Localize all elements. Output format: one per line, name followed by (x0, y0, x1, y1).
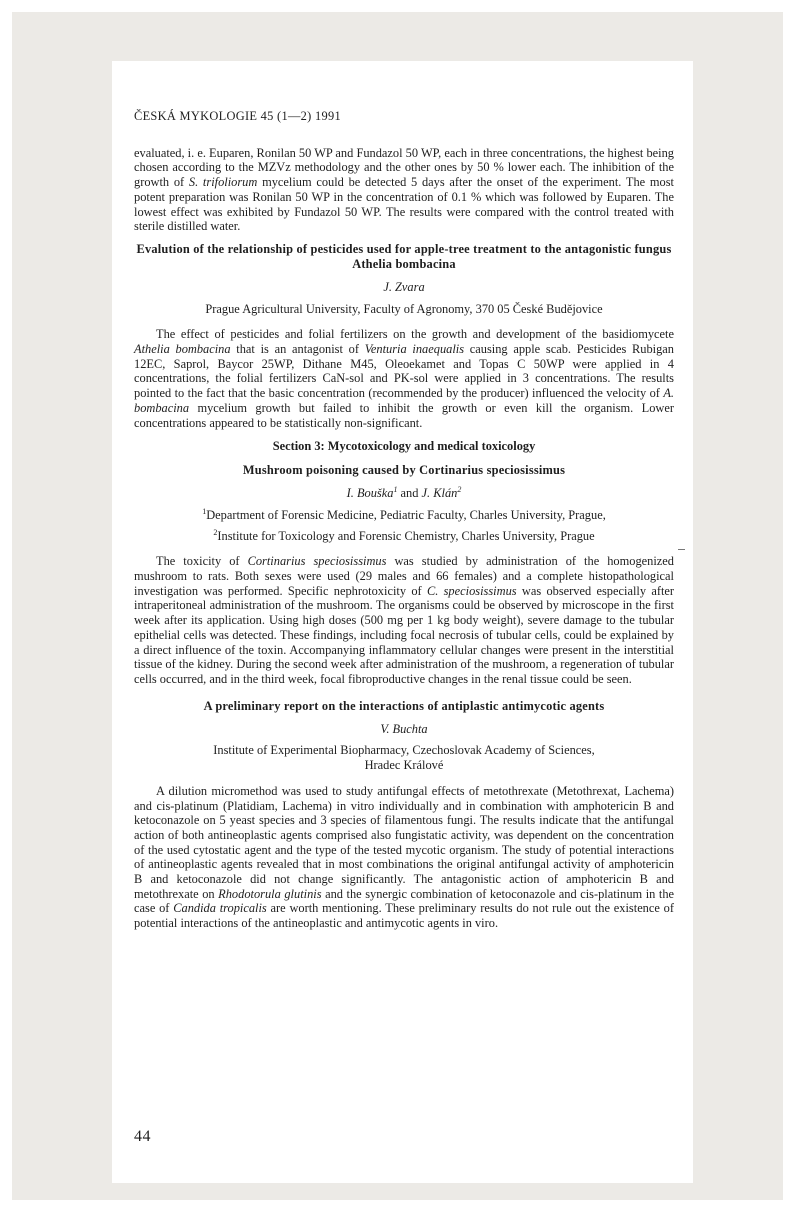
species-name: Candida tropicalis (173, 901, 267, 916)
journal-page (112, 61, 693, 1183)
article-authors-bouska-klan: I. Bouška$^1$ and J. Klán$^2$ (346, 485, 462, 501)
article-author-zvara: J. Zvara (383, 279, 425, 294)
article-affiliation-buchta: Institute of Experimental Biopharmacy, Czechoslovak Academy of Sciences, Hradec Králové (213, 743, 595, 773)
scan-background (12, 12, 783, 1200)
article-abstract-athelia: The effect of pesticides and folial fertilizers on the growth and development of the basidiomycete Athelia bombacina that is an antagonist of Venturia inaequalis causing apple scab. Pesticides Rubigan 12EC, Saprol, Baycor 25WP, Dithane M45, Oleoekamet and Topas C 50WP were applied in 4 concentrations, the folial fertilizers CaN-sol and PK-sol were applied in 3 concentrations. The results pointed to the fact that the basic concentration (recommended by the producer) influenced the velocity of A. bombacina mycelium growth but failed to inhibit the growth or even kill the organism. Lower concentrations appeared to be statistically non-significant. (134, 327, 674, 430)
species-name: Cortinarius speciosissimus (247, 554, 387, 569)
species-name: Rhodotorula glutinis (218, 886, 322, 901)
running-head: ČESKÁ MYKOLOGIE 45 (1—2) 1991 (134, 109, 341, 123)
species-name: S. trifoliorum (188, 175, 258, 190)
article-author-buchta: V. Buchta (380, 721, 428, 736)
article-title-athelia: Evalution of the relationship of pesticides used for apple-tree treatment to the antagonistic fungus Athelia bombacina (136, 241, 672, 271)
article-title-cortinarius: Mushroom poisoning caused by Cortinarius speciosissimus (242, 463, 566, 478)
article-affiliation-1: $^1$Department of Forensic Medicine, Pediatric Faculty, Charles University, Prague, (202, 506, 606, 522)
species-name: C. speciosissimus (426, 583, 517, 598)
intro-paragraph: evaluated, i. e. Euparen, Ronilan 50 WP and Fundazol 50 WP, each in three concentrations, the highest being chosen according to the MZVz methodology and the other ones by 50 % lower each. The inhibition of the growth of S. trifoliorum mycelium could be detected 5 days after the onset of the experiment. The most potent preparation was Ronilan 50 WP in the concentration of 0.1 % which was followed by Euparen. The lowest effect was exhibited by Fundazol 50 WP. The results were compared with the control treated with sterile distilled water. (134, 145, 674, 234)
article-title-antimycotic: A preliminary report on the interactions of antiplastic antimycotic agents (203, 698, 605, 713)
article-affiliation-zvara: Prague Agricultural University, Faculty of Agronomy, 370 05 České Budějovice (205, 301, 603, 316)
species-name: Athelia bombacina (134, 342, 231, 357)
section-heading: Section 3: Mycotoxicology and medical toxicology (272, 439, 536, 454)
article-abstract-antimycotic: A dilution micromethod was used to study antifungal effects of metothrexate (Metothrexat, Lachema) and cis-platinum (Platidiam, Lachema) in vitro individually and in combination with amphotericin B and ketoconazole on 5 yeast species and 3 species of filamentous fungi. The results indicate that the antifungal action of both antineoplastic agents comprised also fungistatic activity, was dependent on the concentration of the used cytostatic agent and the type of the tested mycotic organism. The study of potential interactions of antineoplastic agents revealed that in most combinations the original antifungal activity of amphotericin B and ketoconazole did not change significantly. The antagonistic action of amphotericin B and metothrexate on Rhodotorula glutinis and the synergic combination of ketoconazole and cis-platinum in the case of Candida tropicalis are worth mentioning. These preliminary results do not rule out the existence of potential interactions of the antineoplastic and antimycotic agents in viro. (134, 783, 675, 931)
article-affiliation-2: $^2$Institute for Toxicology and Forensic Chemistry, Charles University, Prague (213, 527, 595, 543)
species-name: A. bombacina (134, 386, 674, 415)
article-abstract-cortinarius: The toxicity of Cortinarius speciosissimus was studied by administration of the homogenized mushroom to rats. Both sexes were used (29 males and 66 females) and a complete histopathological investigation was performed. Specific nephrotoxicity of C. speciosissimus was observed especially after intraperitoneal administration of the mushroom. The organisms could be observed by microscope in the first week after its application. Using high doses (500 mg per 1 kg body weight), severe damage to the tubular epithelial cells was detected. These findings, including focal necrosis of tubular cells, could be explained by a direct influence of the toxin. Accompanying inflammatory cellular changes were present in the interstitial tissue of the kidney. During the second week after administration of the mushroom, a regeneration of tubular cells occurred, and in the third week, focal fibroproductive changes in the renal tissue could be seen. (134, 554, 675, 686)
stray-mark (678, 549, 685, 550)
page-number: 44 (134, 1128, 151, 1145)
page-content (134, 109, 674, 931)
species-name: Venturia inaequalis (364, 342, 465, 357)
